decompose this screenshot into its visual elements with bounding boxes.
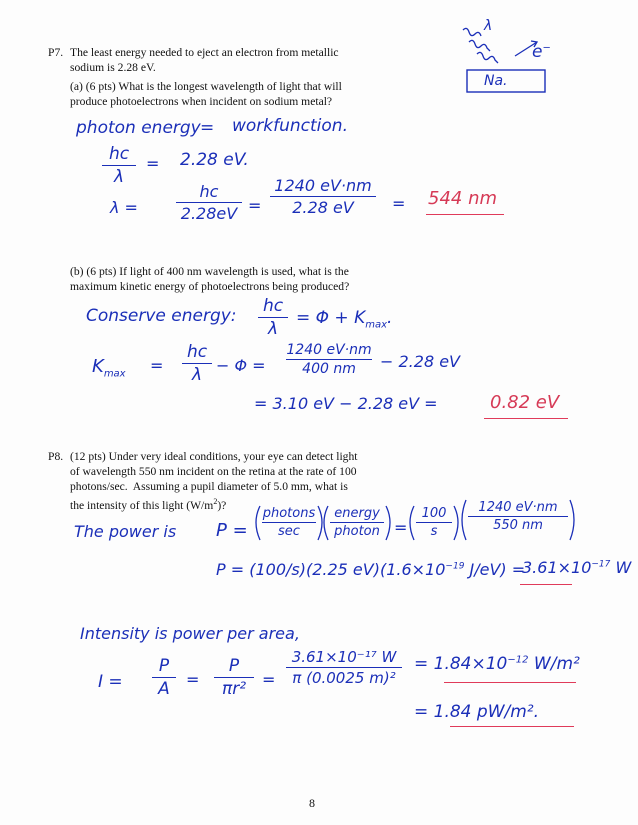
b-answer: 0.82 eV <box>490 392 560 413</box>
b-conserve-energy: Conserve energy: <box>86 306 237 326</box>
p8-line2: of wavelength 550 nm incident on the retina at the rate of 100 <box>70 465 357 478</box>
a-lambda-lhs: λ = <box>110 198 138 217</box>
p7-intro-line2: sodium is 2.28 eV. <box>70 61 156 74</box>
p7-intro-line1: The least energy needed to eject an electron from metallic <box>70 46 339 59</box>
sketch-lambda: λ <box>484 18 493 34</box>
p8-result2-underline <box>450 726 574 727</box>
p8-P-eq: P = <box>216 520 248 541</box>
b-minus-phi: − Φ = <box>216 356 266 375</box>
page-number: 8 <box>309 796 315 810</box>
a-eq1: = <box>200 118 215 138</box>
a-eq2: = <box>146 154 160 173</box>
a-frac-hc-lambda: hc λ <box>102 144 136 187</box>
p8-frac-intensity: 3.61×10⁻¹⁷ W π (0.0025 m)² <box>286 648 402 687</box>
a-workfunction: workfunction. <box>232 116 348 136</box>
b-frac-hc-lambda-2: hc λ <box>182 342 212 385</box>
p7-number: P7. <box>48 46 64 59</box>
p8-result1-underline <box>444 682 576 683</box>
p8-intensity-label: Intensity is power per area, <box>80 624 300 643</box>
p8-result1: = $1.84\times 10^{-12}$ W/m² <box>414 654 580 674</box>
a-eq4: = <box>392 194 406 213</box>
p8-line1: (12 pts) Under very ideal conditions, your eye can detect light <box>70 450 358 463</box>
p8-frac-1240-550: 1240 eV·nm 550 nm <box>468 500 568 533</box>
a-value: 2.28 eV. <box>180 150 249 170</box>
sketch-electron: e− <box>532 42 551 62</box>
a-answer: 544 nm <box>428 188 498 209</box>
p8-power-underline <box>520 584 572 585</box>
p8-line3: photons/sec. Assuming a pupil diameter of 5.0 mm, what is <box>70 480 348 493</box>
p8-frac-energy-photon: energy photon <box>330 506 384 539</box>
p8-line4: the intensity of this light $(W/m^2)$? <box>70 497 227 512</box>
a-frac-hc-228: hc 2.28eV <box>176 182 242 223</box>
p8-power-answer: $3.61\times 10^{-17}$ W <box>522 558 632 577</box>
p8-I-eq: I = <box>98 672 123 692</box>
p8-number: P8. <box>48 450 64 463</box>
p8-power-is: The power is <box>74 522 177 541</box>
a-eq3: = <box>248 196 262 215</box>
p7a-line2: produce photoelectrons when incident on sodium metal? <box>70 95 333 108</box>
p7b-line1: (b) (6 pts) If light of 400 nm wavelength is used, what is the <box>70 265 349 278</box>
p8-frac-100-s: 100 s <box>416 506 452 539</box>
b-eq2: = <box>150 356 164 375</box>
a-photon-energy: photon energy <box>76 118 201 138</box>
b-eq1: = $\Phi + K_{max}$. <box>296 308 393 331</box>
p8-frac-photons-sec: photons sec <box>262 506 316 539</box>
a-frac-1240: 1240 eV·nm 2.28 eV <box>270 176 376 217</box>
sketch-sodium-label: Na. <box>484 73 508 89</box>
b-frac-1240-400: 1240 eV·nm 400 nm <box>286 342 372 377</box>
p8-power-line2: P = (100/s)(2.25 $eV)(1.6\times 10^{-19}$ J/eV) = <box>216 560 526 579</box>
b-line3: = 3.10 eV − 2.28 eV = <box>254 394 438 413</box>
p8-frac-P-A: P A <box>152 656 176 699</box>
p8-frac-P-pir2: P πr² <box>214 656 254 699</box>
p7a-line1: (a) (6 pts) What is the longest wavelength of light that will <box>70 80 342 93</box>
p7b-line2: maximum kinetic energy of photoelectrons being produced? <box>70 280 350 293</box>
p8-result2: = 1.84 pW/m². <box>414 702 540 722</box>
p8-eq3: = <box>262 670 276 689</box>
b-kmax: $K_{max}$ <box>92 356 126 380</box>
b-minus-228: − 2.28 eV <box>380 352 460 371</box>
p8-eq1: = <box>394 518 408 537</box>
b-frac-hc-lambda: hc λ <box>258 296 288 339</box>
p8-eq2: = <box>186 670 200 689</box>
